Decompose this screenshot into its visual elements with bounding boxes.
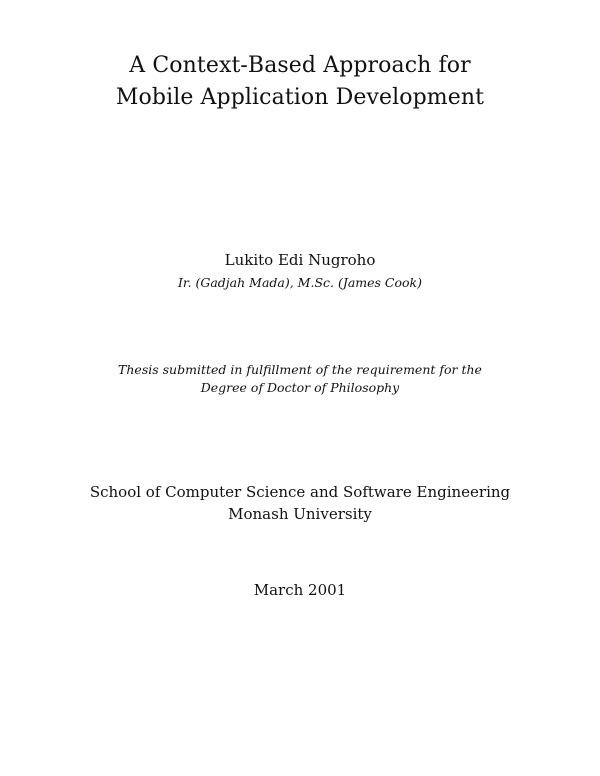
submission-date: March 2001 (253, 581, 347, 599)
school-name: School of Computer Science and Software Engineering (89, 483, 511, 501)
thesis-title-line-2: Mobile Application Development (115, 85, 485, 110)
thesis-title-line-1: A Context-Based Approach for (129, 53, 471, 78)
university-name: Monash University (228, 505, 372, 523)
thesis-statement-line-2: Degree of Doctor of Philosophy (200, 380, 400, 395)
author-name: Lukito Edi Nugroho (224, 251, 376, 269)
author-degrees: Ir. (Gadjah Mada), M.Sc. (James Cook) (177, 275, 422, 290)
thesis-statement-line-1: Thesis submitted in fulfillment of the requirement for the (118, 362, 482, 377)
